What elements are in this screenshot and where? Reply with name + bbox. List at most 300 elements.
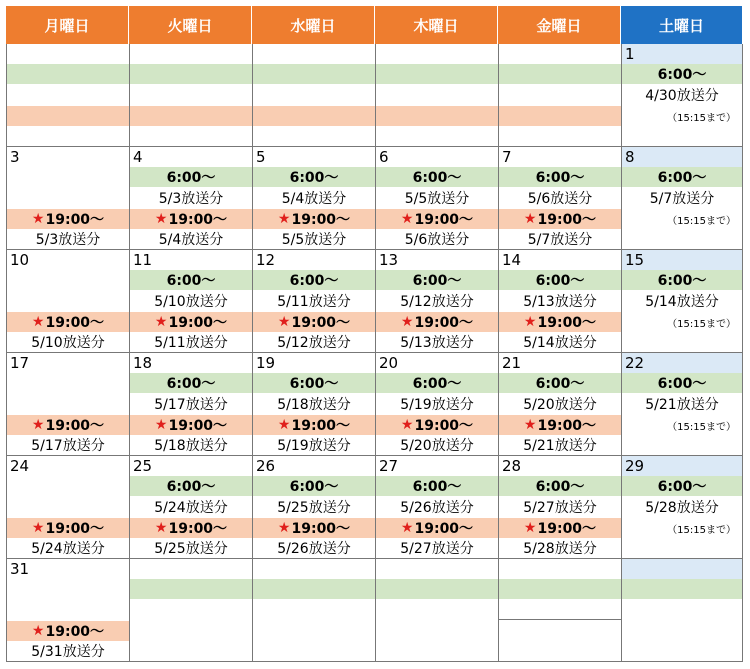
header-saturday: 土曜日 xyxy=(621,6,743,44)
calendar-day-cell xyxy=(129,353,252,455)
calendar-week xyxy=(6,250,743,353)
evening-date-text: 5/19放送分 xyxy=(277,438,351,454)
morning-band xyxy=(130,579,252,599)
morning-time-text: 6:00～ xyxy=(535,273,585,289)
evening-band xyxy=(376,106,498,126)
evening-time xyxy=(376,312,498,332)
morning-date-text: 5/21放送分 xyxy=(645,397,719,413)
evening-date xyxy=(376,229,498,249)
evening-date xyxy=(253,435,375,455)
evening-date-text: 5/26放送分 xyxy=(277,541,351,557)
morning-date xyxy=(130,497,252,517)
morning-time-text: 6:00～ xyxy=(657,479,707,495)
morning-date-text: 5/19放送分 xyxy=(400,397,474,413)
calendar-day-cell xyxy=(252,559,375,661)
evening-time-text: 19:00～ xyxy=(45,624,105,640)
morning-time xyxy=(376,373,498,393)
header-wednesday: 水曜日 xyxy=(252,6,375,44)
morning-band xyxy=(499,579,621,599)
evening-time-text: 19:00～ xyxy=(168,418,228,434)
evening-time-text: 19:00～ xyxy=(45,521,105,537)
calendar-day-cell xyxy=(375,250,498,352)
evening-date xyxy=(7,435,129,455)
calendar-day-cell xyxy=(129,456,252,558)
star-icon: ★ xyxy=(154,417,168,433)
evening-date xyxy=(499,435,621,455)
star-icon: ★ xyxy=(523,211,537,227)
evening-time-text: 19:00～ xyxy=(414,418,474,434)
evening-band xyxy=(499,106,621,126)
day-number xyxy=(376,559,498,579)
morning-time xyxy=(376,270,498,290)
star-icon: ★ xyxy=(400,417,414,433)
morning-date-text: 5/4放送分 xyxy=(281,191,347,207)
day-number: 21 xyxy=(502,354,522,372)
day-number: 1 xyxy=(622,44,742,64)
calendar-day-cell xyxy=(252,353,375,455)
evening-band xyxy=(253,106,375,126)
morning-band xyxy=(376,579,498,599)
morning-time xyxy=(253,373,375,393)
cell-divider xyxy=(499,619,621,620)
calendar-day-cell xyxy=(6,559,129,661)
day-number: 4 xyxy=(133,148,143,166)
day-number: 14 xyxy=(502,251,522,269)
morning-time-text: 6:00～ xyxy=(166,376,216,392)
day-number: 10 xyxy=(10,251,30,269)
calendar-week xyxy=(6,456,743,559)
morning-band xyxy=(499,64,621,84)
calendar-day-cell xyxy=(252,44,375,146)
star-icon: ★ xyxy=(154,520,168,536)
morning-date-text: 5/13放送分 xyxy=(523,294,597,310)
morning-date-text: 5/18放送分 xyxy=(277,397,351,413)
evening-time-text: 19:00～ xyxy=(291,418,351,434)
star-icon: ★ xyxy=(154,314,168,330)
evening-date-text: 5/31放送分 xyxy=(31,644,105,660)
morning-time xyxy=(376,476,498,496)
evening-date-text: 5/12放送分 xyxy=(277,335,351,351)
morning-date xyxy=(253,497,375,517)
day-number: 19 xyxy=(256,354,276,372)
evening-time xyxy=(7,415,129,435)
evening-time xyxy=(376,518,498,538)
morning-date xyxy=(499,394,621,414)
morning-date xyxy=(622,188,742,208)
calendar-day-cell xyxy=(252,250,375,352)
until-note xyxy=(622,518,742,538)
evening-date-text: 5/14放送分 xyxy=(523,335,597,351)
evening-time xyxy=(130,518,252,538)
evening-time-text: 19:00～ xyxy=(168,212,228,228)
morning-date-text: 5/26放送分 xyxy=(400,500,474,516)
morning-band xyxy=(376,64,498,84)
calendar-day-cell xyxy=(129,559,252,661)
morning-date xyxy=(499,497,621,517)
day-number: 15 xyxy=(622,250,742,270)
evening-date xyxy=(130,332,252,352)
schedule-calendar xyxy=(6,6,743,662)
day-number xyxy=(253,559,375,579)
calendar-day-cell xyxy=(375,147,498,249)
evening-date-text: 5/24放送分 xyxy=(31,541,105,557)
calendar-day-cell xyxy=(375,456,498,558)
morning-time xyxy=(622,270,742,290)
morning-date xyxy=(376,394,498,414)
calendar-day-cell xyxy=(621,44,743,146)
evening-time-text: 19:00～ xyxy=(291,212,351,228)
morning-date-text: 5/27放送分 xyxy=(523,500,597,516)
morning-date-text: 5/5放送分 xyxy=(404,191,470,207)
morning-date xyxy=(376,188,498,208)
until-note-text: （15:15まで） xyxy=(667,215,736,227)
morning-time xyxy=(499,476,621,496)
calendar-day-cell xyxy=(621,559,743,661)
day-number: 27 xyxy=(379,457,399,475)
calendar-day-cell xyxy=(252,456,375,558)
morning-date-text: 5/12放送分 xyxy=(400,294,474,310)
evening-band xyxy=(130,106,252,126)
evening-date xyxy=(253,229,375,249)
star-icon: ★ xyxy=(523,314,537,330)
evening-date-text: 5/27放送分 xyxy=(400,541,474,557)
morning-time-text: 6:00～ xyxy=(657,170,707,186)
morning-time xyxy=(499,167,621,187)
morning-time-text: 6:00～ xyxy=(166,170,216,186)
evening-time xyxy=(253,209,375,229)
morning-time-text: 6:00～ xyxy=(657,376,707,392)
evening-time xyxy=(253,415,375,435)
calendar-day-cell xyxy=(6,250,129,352)
star-icon: ★ xyxy=(400,211,414,227)
calendar-day-cell xyxy=(498,44,621,146)
morning-time-text: 6:00～ xyxy=(166,273,216,289)
evening-time xyxy=(253,518,375,538)
morning-time-text: 6:00～ xyxy=(535,479,585,495)
calendar-day-cell xyxy=(498,559,621,661)
morning-time-text: 6:00～ xyxy=(412,376,462,392)
evening-date-text: 5/20放送分 xyxy=(400,438,474,454)
morning-date xyxy=(253,188,375,208)
star-icon: ★ xyxy=(277,520,291,536)
evening-date xyxy=(253,538,375,558)
morning-time xyxy=(130,167,252,187)
morning-time xyxy=(130,373,252,393)
evening-date xyxy=(253,332,375,352)
evening-time xyxy=(130,209,252,229)
evening-date-text: 5/7放送分 xyxy=(527,232,593,248)
evening-time xyxy=(7,621,129,641)
calendar-day-cell xyxy=(129,44,252,146)
day-number: 25 xyxy=(133,457,153,475)
morning-date-text: 5/7放送分 xyxy=(649,191,715,207)
evening-date xyxy=(130,229,252,249)
morning-time xyxy=(499,270,621,290)
calendar-week xyxy=(6,353,743,456)
morning-time xyxy=(253,476,375,496)
evening-time-text: 19:00～ xyxy=(537,315,597,331)
morning-band xyxy=(622,579,742,599)
star-icon: ★ xyxy=(154,211,168,227)
morning-time-text: 6:00～ xyxy=(289,376,339,392)
evening-date-text: 5/25放送分 xyxy=(154,541,228,557)
until-note xyxy=(622,209,742,229)
day-number: 18 xyxy=(133,354,153,372)
evening-date-text: 5/21放送分 xyxy=(523,438,597,454)
evening-time xyxy=(499,415,621,435)
calendar-day-cell xyxy=(6,456,129,558)
morning-date-text: 5/17放送分 xyxy=(154,397,228,413)
morning-date xyxy=(622,291,742,311)
morning-date-text: 4/30放送分 xyxy=(645,88,719,104)
header-thursday: 木曜日 xyxy=(375,6,498,44)
evening-date xyxy=(7,229,129,249)
until-note xyxy=(622,106,742,126)
evening-time xyxy=(253,312,375,332)
morning-date-text: 5/20放送分 xyxy=(523,397,597,413)
evening-time xyxy=(7,518,129,538)
until-note xyxy=(622,415,742,435)
star-icon: ★ xyxy=(277,211,291,227)
day-number: 31 xyxy=(10,560,30,578)
morning-date xyxy=(376,291,498,311)
evening-date xyxy=(499,229,621,249)
day-number xyxy=(622,559,742,579)
morning-time-text: 6:00～ xyxy=(657,273,707,289)
evening-date xyxy=(130,435,252,455)
calendar-day-cell xyxy=(6,147,129,249)
star-icon: ★ xyxy=(523,417,537,433)
star-icon: ★ xyxy=(31,623,45,639)
morning-date xyxy=(622,394,742,414)
morning-time-text: 6:00～ xyxy=(166,479,216,495)
evening-time-text: 19:00～ xyxy=(537,521,597,537)
header-monday: 月曜日 xyxy=(6,6,129,44)
evening-time-text: 19:00～ xyxy=(537,418,597,434)
calendar-week xyxy=(6,147,743,250)
day-number: 29 xyxy=(622,456,742,476)
day-number xyxy=(7,44,129,64)
star-icon: ★ xyxy=(277,314,291,330)
morning-time xyxy=(622,373,742,393)
calendar-day-cell xyxy=(621,147,743,249)
morning-time-text: 6:00～ xyxy=(412,273,462,289)
day-number: 7 xyxy=(502,148,512,166)
day-number: 3 xyxy=(10,148,20,166)
evening-time-text: 19:00～ xyxy=(45,315,105,331)
morning-time-text: 6:00～ xyxy=(412,170,462,186)
evening-date-text: 5/5放送分 xyxy=(281,232,347,248)
morning-date xyxy=(376,497,498,517)
morning-date xyxy=(253,394,375,414)
evening-date xyxy=(499,332,621,352)
morning-band xyxy=(7,64,129,84)
evening-date-text: 5/3放送分 xyxy=(35,232,101,248)
evening-time xyxy=(7,209,129,229)
evening-band xyxy=(7,106,129,126)
day-number xyxy=(130,44,252,64)
evening-date-text: 5/10放送分 xyxy=(31,335,105,351)
day-number: 28 xyxy=(502,457,522,475)
morning-time-text: 6:00～ xyxy=(289,273,339,289)
evening-time xyxy=(7,312,129,332)
morning-band xyxy=(253,579,375,599)
morning-date-text: 5/11放送分 xyxy=(277,294,351,310)
evening-time-text: 19:00～ xyxy=(414,315,474,331)
evening-time-text: 19:00～ xyxy=(291,315,351,331)
header-friday: 金曜日 xyxy=(498,6,621,44)
morning-time xyxy=(499,373,621,393)
star-icon: ★ xyxy=(400,314,414,330)
evening-date xyxy=(7,538,129,558)
evening-time xyxy=(376,415,498,435)
morning-date xyxy=(253,291,375,311)
morning-time-text: 6:00～ xyxy=(535,376,585,392)
morning-time xyxy=(130,476,252,496)
evening-date-text: 5/11放送分 xyxy=(154,335,228,351)
morning-time-text: 6:00～ xyxy=(657,67,707,83)
evening-time xyxy=(499,209,621,229)
calendar-day-cell xyxy=(621,353,743,455)
evening-time xyxy=(499,312,621,332)
evening-time-text: 19:00～ xyxy=(45,418,105,434)
morning-time-text: 6:00～ xyxy=(412,479,462,495)
day-number xyxy=(499,559,621,579)
day-number: 6 xyxy=(379,148,389,166)
evening-time xyxy=(376,209,498,229)
star-icon: ★ xyxy=(277,417,291,433)
day-number: 11 xyxy=(133,251,153,269)
star-icon: ★ xyxy=(31,211,45,227)
until-note-text: （15:15まで） xyxy=(667,421,736,433)
evening-time-text: 19:00～ xyxy=(537,212,597,228)
calendar-week xyxy=(6,44,743,147)
calendar-day-cell xyxy=(252,147,375,249)
evening-time xyxy=(130,312,252,332)
evening-date xyxy=(376,435,498,455)
day-number: 12 xyxy=(256,251,276,269)
morning-time xyxy=(376,167,498,187)
calendar-day-cell xyxy=(375,353,498,455)
morning-time xyxy=(622,167,742,187)
morning-time xyxy=(622,476,742,496)
morning-band xyxy=(253,64,375,84)
evening-time-text: 19:00～ xyxy=(291,521,351,537)
morning-date-text: 5/10放送分 xyxy=(154,294,228,310)
star-icon: ★ xyxy=(400,520,414,536)
evening-time-text: 19:00～ xyxy=(168,315,228,331)
evening-time-text: 19:00～ xyxy=(414,521,474,537)
weekday-header xyxy=(6,6,743,44)
star-icon: ★ xyxy=(31,314,45,330)
morning-date xyxy=(130,394,252,414)
morning-time xyxy=(130,270,252,290)
morning-time-text: 6:00～ xyxy=(289,170,339,186)
morning-date-text: 5/6放送分 xyxy=(527,191,593,207)
morning-time-text: 6:00～ xyxy=(289,479,339,495)
morning-date-text: 5/14放送分 xyxy=(645,294,719,310)
calendar-weeks xyxy=(6,44,743,662)
evening-time-text: 19:00～ xyxy=(168,521,228,537)
evening-date-text: 5/17放送分 xyxy=(31,438,105,454)
evening-date-text: 5/6放送分 xyxy=(404,232,470,248)
day-number xyxy=(499,44,621,64)
calendar-day-cell xyxy=(375,559,498,661)
until-note xyxy=(622,312,742,332)
morning-time xyxy=(253,270,375,290)
star-icon: ★ xyxy=(31,417,45,433)
day-number xyxy=(376,44,498,64)
morning-date xyxy=(130,188,252,208)
morning-date-text: 5/25放送分 xyxy=(277,500,351,516)
morning-time-text: 6:00～ xyxy=(535,170,585,186)
morning-band xyxy=(130,64,252,84)
calendar-day-cell xyxy=(621,250,743,352)
day-number: 26 xyxy=(256,457,276,475)
evening-date-text: 5/13放送分 xyxy=(400,335,474,351)
day-number xyxy=(130,559,252,579)
evening-time-text: 19:00～ xyxy=(45,212,105,228)
calendar-day-cell xyxy=(6,44,129,146)
evening-date xyxy=(376,538,498,558)
evening-time xyxy=(499,518,621,538)
calendar-day-cell xyxy=(375,44,498,146)
calendar-day-cell xyxy=(621,456,743,558)
evening-date-text: 5/18放送分 xyxy=(154,438,228,454)
evening-date xyxy=(130,538,252,558)
day-number: 13 xyxy=(379,251,399,269)
evening-date-text: 5/28放送分 xyxy=(523,541,597,557)
day-number: 5 xyxy=(256,148,266,166)
day-number: 22 xyxy=(622,353,742,373)
morning-date xyxy=(622,85,742,105)
evening-date-text: 5/4放送分 xyxy=(158,232,224,248)
evening-date xyxy=(499,538,621,558)
evening-date xyxy=(376,332,498,352)
morning-date xyxy=(130,291,252,311)
until-note-text: （15:15まで） xyxy=(667,524,736,536)
header-tuesday: 火曜日 xyxy=(129,6,252,44)
calendar-day-cell xyxy=(129,250,252,352)
until-note-text: （15:15まで） xyxy=(667,318,736,330)
day-number: 24 xyxy=(10,457,30,475)
calendar-day-cell xyxy=(498,147,621,249)
calendar-day-cell xyxy=(498,250,621,352)
evening-time-text: 19:00～ xyxy=(414,212,474,228)
calendar-day-cell xyxy=(498,456,621,558)
day-number: 8 xyxy=(622,147,742,167)
calendar-day-cell xyxy=(498,353,621,455)
morning-date-text: 5/24放送分 xyxy=(154,500,228,516)
star-icon: ★ xyxy=(523,520,537,536)
calendar-day-cell xyxy=(6,353,129,455)
morning-date xyxy=(499,188,621,208)
calendar-day-cell xyxy=(129,147,252,249)
evening-time xyxy=(130,415,252,435)
day-number: 20 xyxy=(379,354,399,372)
morning-date-text: 5/28放送分 xyxy=(645,500,719,516)
day-number: 17 xyxy=(10,354,30,372)
star-icon: ★ xyxy=(31,520,45,536)
morning-time xyxy=(622,64,742,84)
evening-date xyxy=(7,641,129,661)
day-number xyxy=(253,44,375,64)
morning-date xyxy=(622,497,742,517)
evening-date xyxy=(7,332,129,352)
until-note-text: （15:15まで） xyxy=(667,112,736,124)
morning-date-text: 5/3放送分 xyxy=(158,191,224,207)
morning-date xyxy=(499,291,621,311)
